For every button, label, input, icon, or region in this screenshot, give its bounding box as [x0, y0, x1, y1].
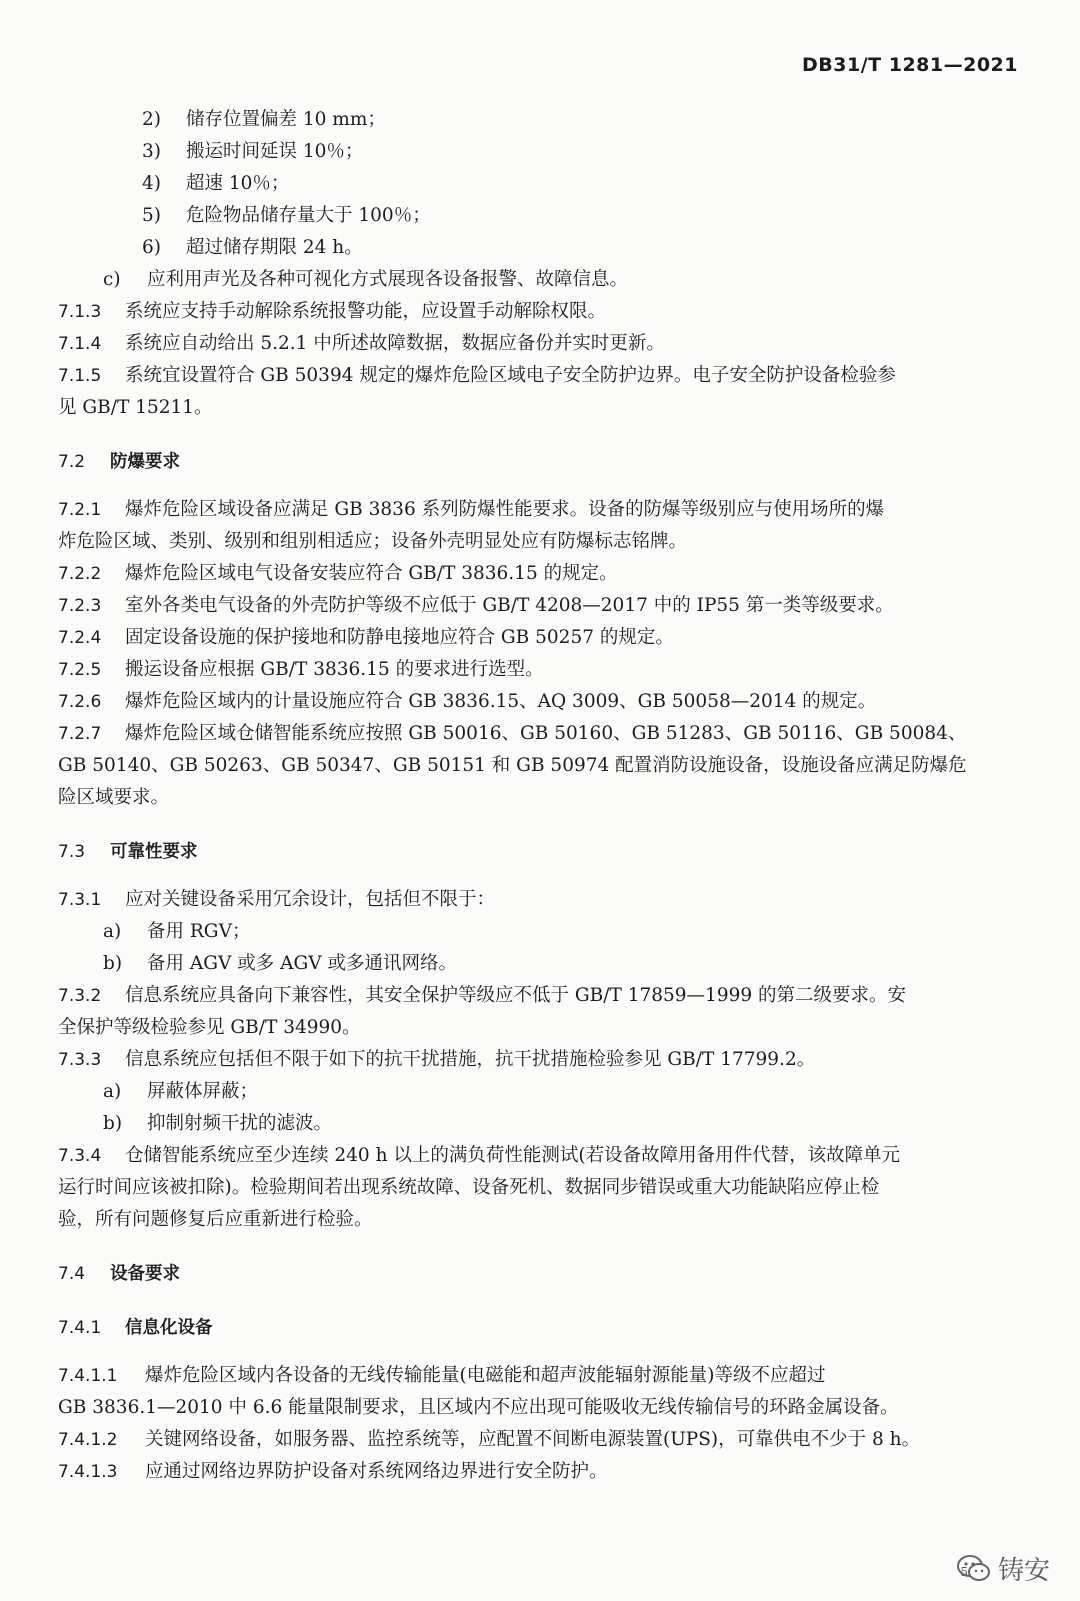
clause-7-1-5-cont: 见 GB/T 15211。 — [58, 397, 213, 418]
clause-7-2-1-cont: 炸危险区域、类别、级别和组别相适应；设备外壳明显处应有防爆标志铭牌。 — [58, 531, 688, 552]
clause-7-3-4-cont: 验，所有问题修复后应重新进行检验。 — [58, 1209, 373, 1230]
watermark-text: 铸安 — [997, 1556, 1050, 1586]
clause-7-3-4-cont: 运行时间应该被扣除)。检验期间若出现系统故障、设备死机、数据同步错误或重大功能缺陷应停止检 — [58, 1177, 880, 1198]
clause-7-4-1-3: 7.4.1.3 应通过网络边界防护设备对系统网络边界进行安全防护。 — [58, 1461, 608, 1482]
list-item: 6) 超过储存期限 24 h。 — [142, 237, 363, 258]
list-item: a) 屏蔽体屏蔽； — [103, 1081, 259, 1102]
section-7-4-heading: 7.4 设备要求 — [58, 1264, 180, 1284]
clause-7-3-2-cont: 全保护等级检验参见 GB/T 34990。 — [58, 1017, 361, 1038]
clause-7-2-5: 7.2.5 搬运设备应根据 GB/T 3836.15 的要求进行选型。 — [58, 659, 544, 680]
clause-7-4-1-2: 7.4.1.2 关键网络设备，如服务器、监控系统等，应配置不间断电源装置(UPS)，可靠供电不少于 8 h。 — [58, 1429, 921, 1450]
list-item: 2) 储存位置偏差 10 mm； — [142, 109, 386, 130]
clause-7-2-1: 7.2.1 爆炸危险区域设备应满足 GB 3836 系列防爆性能要求。设备的防爆等级别应与使用场所的爆 — [58, 499, 885, 520]
section-7-3-heading: 7.3 可靠性要求 — [58, 842, 198, 862]
clause-7-2-2: 7.2.2 爆炸危险区域电气设备安装应符合 GB/T 3836.15 的规定。 — [58, 563, 618, 584]
clause-7-2-3: 7.2.3 室外各类电气设备的外壳防护等级不应低于 GB/T 4208—2017 中的 IP55 第一类等级要求。 — [58, 595, 894, 616]
list-item: 3) 搬运时间延误 10％； — [142, 141, 364, 162]
wechat-icon — [956, 1554, 992, 1584]
list-item: a) 备用 RGV； — [103, 921, 251, 942]
clause-7-1-4: 7.1.4 系统应自动给出 5.2.1 中所述故障数据，数据应备份并实时更新。 — [58, 333, 665, 354]
clause-7-3-2: 7.3.2 信息系统应具备向下兼容性，其安全保护等级应不低于 GB/T 17859—1999 的第二级要求。安 — [58, 985, 907, 1006]
clause-7-2-6: 7.2.6 爆炸危险区域内的计量设施应符合 GB 3836.15、AQ 3009、GB 50058—2014 的规定。 — [58, 691, 877, 712]
list-item: 5) 危险物品储存量大于 100％； — [142, 205, 431, 226]
list-item: b) 备用 AGV 或多 AGV 或多通讯网络。 — [103, 953, 458, 974]
page-number: 5 — [960, 1565, 968, 1579]
clause-7-2-7-cont: GB 50140、GB 50263、GB 50347、GB 50151 和 GB 50974 配置消防设施设备，设施设备应满足防爆危 — [58, 755, 967, 776]
clause-7-3-3: 7.3.3 信息系统应包括但不限于如下的抗干扰措施，抗干扰措施检验参见 GB/T 17799.2。 — [58, 1049, 816, 1070]
clause-7-3-4: 7.3.4 仓储智能系统应至少连续 240 h 以上的满负荷性能测试(若设备故障用备用件代替，该故障单元 — [58, 1145, 901, 1166]
clause-7-4-1-1: 7.4.1.1 爆炸危险区域内各设备的无线传输能量(电磁能和超声波能辐射源能量)等级不应超过 — [58, 1365, 826, 1386]
watermark — [956, 1550, 1050, 1587]
section-7-2-heading: 7.2 防爆要求 — [58, 452, 180, 472]
clause-7-1-5: 7.1.5 系统宜设置符合 GB 50394 规定的爆炸危险区域电子安全防护边界。电子安全防护设备检验参 — [58, 365, 896, 386]
list-item: 4) 超速 10％； — [142, 173, 290, 194]
clause-7-2-7-cont: 险区域要求。 — [58, 787, 170, 808]
section-7-4-1-heading: 7.4.1 信息化设备 — [58, 1318, 213, 1338]
list-item-c: c) 应利用声光及各种可视化方式展现各设备报警、故障信息。 — [103, 269, 629, 290]
document-body — [58, 104, 1024, 1488]
clause-7-2-4: 7.2.4 固定设备设施的保护接地和防静电接地应符合 GB 50257 的规定。 — [58, 627, 674, 648]
clause-7-4-1-1-cont: GB 3836.1—2010 中 6.6 能量限制要求，且区域内不应出现可能吸收无线传输信号的环路金属设备。 — [58, 1397, 899, 1418]
clause-7-2-7: 7.2.7 爆炸危险区域仓储智能系统应按照 GB 50016、GB 50160、GB 51283、GB 50116、GB 50084、 — [58, 723, 967, 744]
list-item: b) 抑制射频干扰的滤波。 — [103, 1113, 333, 1134]
clause-7-3-1: 7.3.1 应对关键设备采用冗余设计，包括但不限于： — [58, 889, 496, 910]
clause-7-1-3: 7.1.3 系统应支持手动解除系统报警功能，应设置手动解除权限。 — [58, 301, 607, 322]
document-code: DB31/T 1281—2021 — [802, 54, 1018, 76]
